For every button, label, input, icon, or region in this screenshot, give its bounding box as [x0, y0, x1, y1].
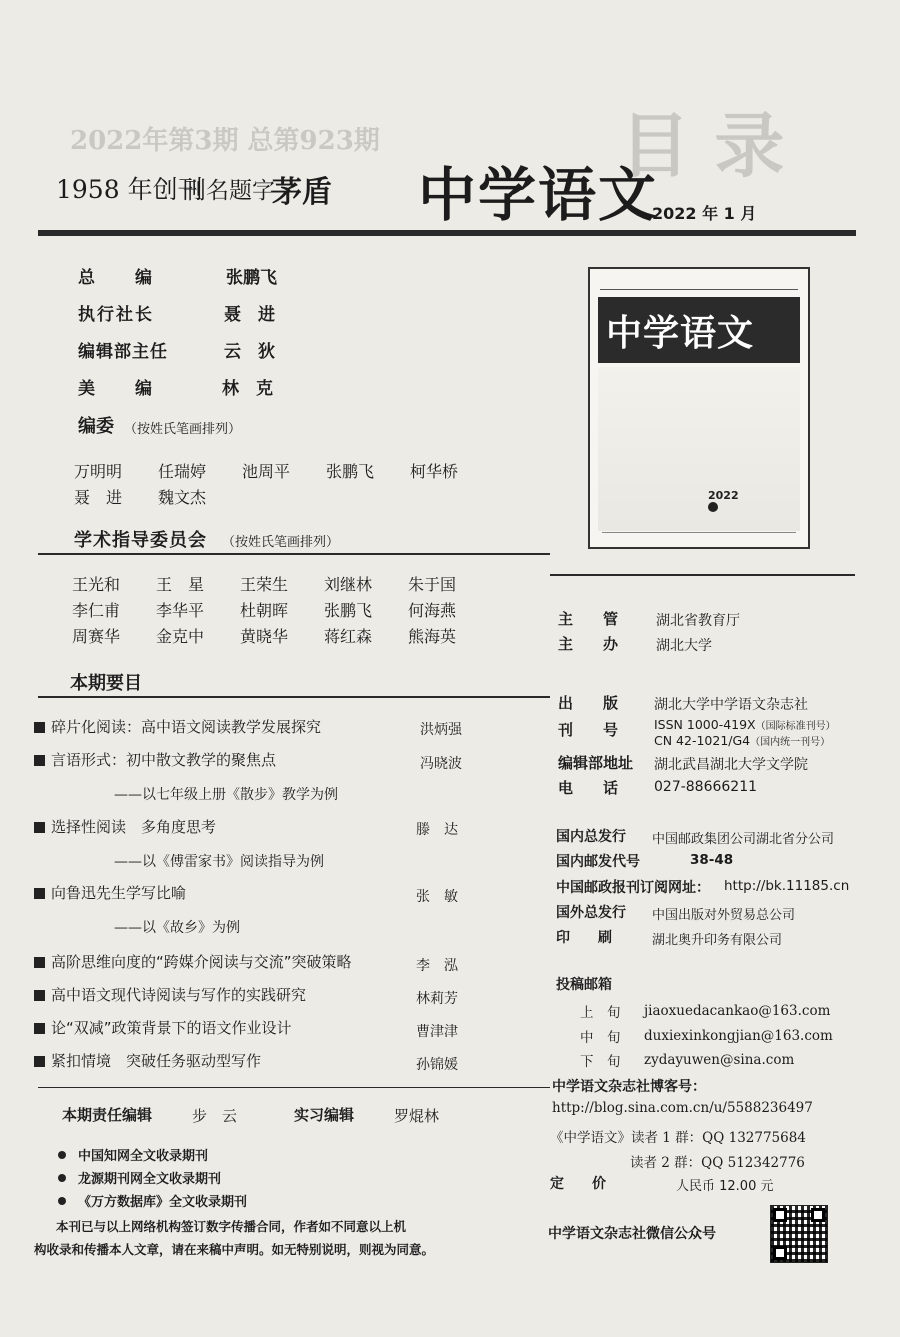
editor-label: 本期责任编辑	[62, 1106, 153, 1124]
bullet-square-icon	[34, 822, 45, 833]
committee-member: 何海燕	[408, 601, 457, 620]
submission-label: 下 旬	[580, 1054, 621, 1070]
issue-date: 2022 年 1 月	[652, 204, 757, 223]
intern-label: 实习编辑	[294, 1106, 355, 1124]
staff-name: 林 克	[222, 379, 273, 399]
article-author: 李 泓	[416, 958, 458, 974]
calligrapher-name: 茅盾	[272, 175, 332, 210]
bullet-square-icon	[34, 722, 45, 733]
committee-member: 金克中	[156, 627, 205, 646]
indexing-item: 中国知网全文收录期刊	[58, 1145, 208, 1164]
founded-year: 1958 年创刊	[56, 175, 203, 204]
sponsor-value: 湖北大学	[656, 638, 712, 654]
publisher-rule	[550, 574, 855, 576]
article-title: 论“双减”政策背景下的语文作业设计	[34, 1017, 292, 1038]
bullet-dot-icon	[58, 1197, 66, 1205]
article-title: 高中语文现代诗阅读与写作的实践研究	[34, 984, 306, 1005]
wechat-label: 中学语文杂志社微信公众号	[548, 1226, 716, 1242]
committee-member: 王荣生	[240, 575, 289, 594]
article-author: 滕 达	[416, 822, 458, 838]
blog-url-link[interactable]: http://blog.sina.com.cn/u/5588236497	[552, 1100, 813, 1116]
foreign-label: 国外总发行	[556, 905, 626, 921]
publisher-label: 出 版	[558, 694, 619, 712]
address-label: 编辑部地址	[558, 754, 634, 772]
domestic-label: 国内总发行	[556, 829, 626, 845]
supervisor-value: 湖北省教育厅	[656, 613, 740, 629]
price-value: 人民币 12.00 元	[676, 1179, 774, 1194]
ghost-issue-line: 2022年第3期 总第923期	[70, 126, 380, 156]
bullet-square-icon	[34, 957, 45, 968]
cover-issue-badge	[708, 502, 718, 512]
domestic-value: 中国邮政集团公司湖北省分公司	[652, 832, 835, 847]
editorial-board-heading: 编委	[78, 416, 114, 437]
indexing-item: 《万方数据库》全文收录期刊	[58, 1191, 247, 1210]
article-author: 曹津津	[416, 1024, 458, 1040]
price-label: 定 价	[550, 1176, 606, 1192]
bullet-square-icon	[34, 888, 45, 899]
printer-label: 印 刷	[556, 930, 612, 946]
submission-label: 中 旬	[580, 1030, 621, 1046]
journal-title: 中学语文	[418, 161, 659, 229]
committee-member: 朱于国	[408, 575, 457, 594]
board-member: 聂 进	[74, 488, 123, 507]
printer-value: 湖北奥升印务有限公司	[652, 933, 783, 948]
article-author: 冯晓波	[420, 756, 462, 772]
publisher-value: 湖北大学中学语文杂志社	[654, 697, 808, 713]
postal-code-label: 国内邮发代号	[556, 854, 640, 870]
cn-value: CN 42-1021/G4（国内统一刊号）	[654, 733, 831, 748]
cover-footer-strip	[602, 532, 796, 541]
committee-member: 刘继林	[324, 575, 373, 594]
staff-name: 聂 进	[224, 305, 275, 325]
article-author: 洪炳强	[420, 722, 462, 738]
intern-name: 罗焜林	[394, 1107, 440, 1125]
wechat-qr-code-icon[interactable]	[770, 1205, 828, 1263]
supervisor-label: 主 管	[558, 610, 619, 628]
submission-heading: 投稿邮箱	[556, 977, 612, 993]
foreign-value: 中国出版对外贸易总公司	[652, 908, 796, 923]
committee-note: （按姓氏笔画排列）	[222, 535, 340, 550]
article-title: 碎片化阅读：高中语文阅读教学发展探究	[34, 716, 321, 737]
staff-role: 编辑部主任	[78, 342, 168, 362]
committee-member: 张鹏飞	[324, 601, 373, 620]
phone-label: 电 话	[558, 779, 619, 797]
board-member: 魏文杰	[158, 488, 207, 507]
committee-member: 李仁甫	[72, 601, 121, 620]
committee-rule	[38, 553, 550, 555]
article-author: 张 敏	[416, 889, 458, 905]
article-subtitle: ——以《傅雷家书》阅读指导为例	[114, 854, 324, 870]
cover-title: 中学语文	[606, 312, 755, 354]
qq-group2: 读者 2 群：QQ 512342776	[630, 1155, 805, 1171]
bullet-square-icon	[34, 755, 45, 766]
board-member: 万明明	[74, 462, 123, 481]
cover-thumbnail	[588, 267, 810, 549]
article-title: 言语形式：初中散文教学的聚焦点	[34, 749, 276, 770]
online-label: 中国邮政报刊订阅网址：	[556, 880, 710, 896]
notice-line1: 本刊已与以上网络机构签订数字传播合同，作者如不同意以上机	[56, 1219, 407, 1234]
staff-name: 云 狄	[224, 342, 275, 362]
committee-member: 王 星	[156, 575, 205, 594]
header-rule	[38, 230, 856, 236]
bullet-square-icon	[34, 1056, 45, 1067]
committee-member: 黄晓华	[240, 627, 289, 646]
staff-name: 张鹏飞	[226, 268, 277, 288]
editorial-board-note: （按姓氏笔画排列）	[124, 422, 242, 437]
editor-name: 步 云	[192, 1107, 238, 1125]
bullet-dot-icon	[58, 1174, 66, 1182]
cover-photo	[598, 367, 800, 531]
staff-role: 执行社长	[78, 305, 154, 325]
issn-label: 刊 号	[558, 721, 619, 739]
bullet-square-icon	[34, 990, 45, 1001]
submission-email-link[interactable]: jiaoxuedacankao@163.com	[644, 1003, 831, 1019]
address-value: 湖北武昌湖北大学文学院	[654, 757, 808, 773]
board-member: 张鹏飞	[326, 462, 375, 481]
bullet-dot-icon	[58, 1151, 66, 1159]
bullet-square-icon	[34, 1023, 45, 1034]
issn-value: ISSN 1000-419X（国际标准刊号）	[654, 717, 836, 732]
postal-code-value: 38-48	[690, 852, 734, 868]
committee-member: 熊海英	[408, 627, 457, 646]
article-title: 高阶思维向度的“跨媒介阅读与交流”突破策略	[34, 951, 352, 972]
article-title: 选择性阅读 多角度思考	[34, 816, 216, 837]
committee-member: 周赛华	[72, 627, 121, 646]
article-subtitle: ——以《故乡》为例	[114, 920, 240, 936]
article-subtitle: ——以七年级上册《散步》教学为例	[114, 787, 338, 803]
notice-line2: 构收录和传播本人文章，请在来稿中声明。如无特别说明，则视为同意。	[34, 1242, 435, 1257]
article-author: 林莉芳	[416, 991, 458, 1007]
staff-role: 总 编	[78, 268, 154, 288]
committee-member: 李华平	[156, 601, 205, 620]
board-member: 池周平	[242, 462, 291, 481]
blog-label: 中学语文杂志社博客号：	[552, 1079, 706, 1095]
submission-label: 上 旬	[580, 1005, 621, 1021]
committee-heading: 学术指导委员会	[74, 530, 207, 551]
highlights-rule	[38, 696, 550, 698]
board-member: 柯华桥	[410, 462, 459, 481]
committee-member: 王光和	[72, 575, 121, 594]
submission-email-link[interactable]: duxiexinkongjian@163.com	[644, 1028, 833, 1044]
phone-value: 027-88666211	[654, 779, 758, 795]
highlights-heading: 本期要目	[70, 673, 142, 694]
qq-group1: 《中学语文》读者 1 群：QQ 132775684	[550, 1130, 806, 1146]
indexing-item: 龙源期刊网全文收录期刊	[58, 1168, 221, 1187]
sponsor-label: 主 办	[558, 635, 619, 653]
article-author: 孙锦媛	[416, 1057, 458, 1073]
staff-role: 美 编	[78, 379, 154, 399]
calligraphy-label: 刊名题字	[183, 178, 275, 204]
cover-year: 2022	[708, 489, 739, 502]
board-member: 任瑞婷	[158, 462, 207, 481]
editors-rule	[38, 1087, 550, 1088]
committee-member: 杜朝晖	[240, 601, 289, 620]
committee-member: 蒋红森	[324, 627, 373, 646]
online-url-link[interactable]: http://bk.11185.cn	[724, 878, 850, 894]
cover-header-strip	[600, 277, 798, 290]
ghost-title: 目 录	[620, 104, 785, 187]
article-title: 向鲁迅先生学写比喻	[34, 882, 186, 903]
article-title: 紧扣情境 突破任务驱动型写作	[34, 1050, 261, 1071]
submission-email-link[interactable]: zydayuwen@sina.com	[644, 1052, 795, 1068]
